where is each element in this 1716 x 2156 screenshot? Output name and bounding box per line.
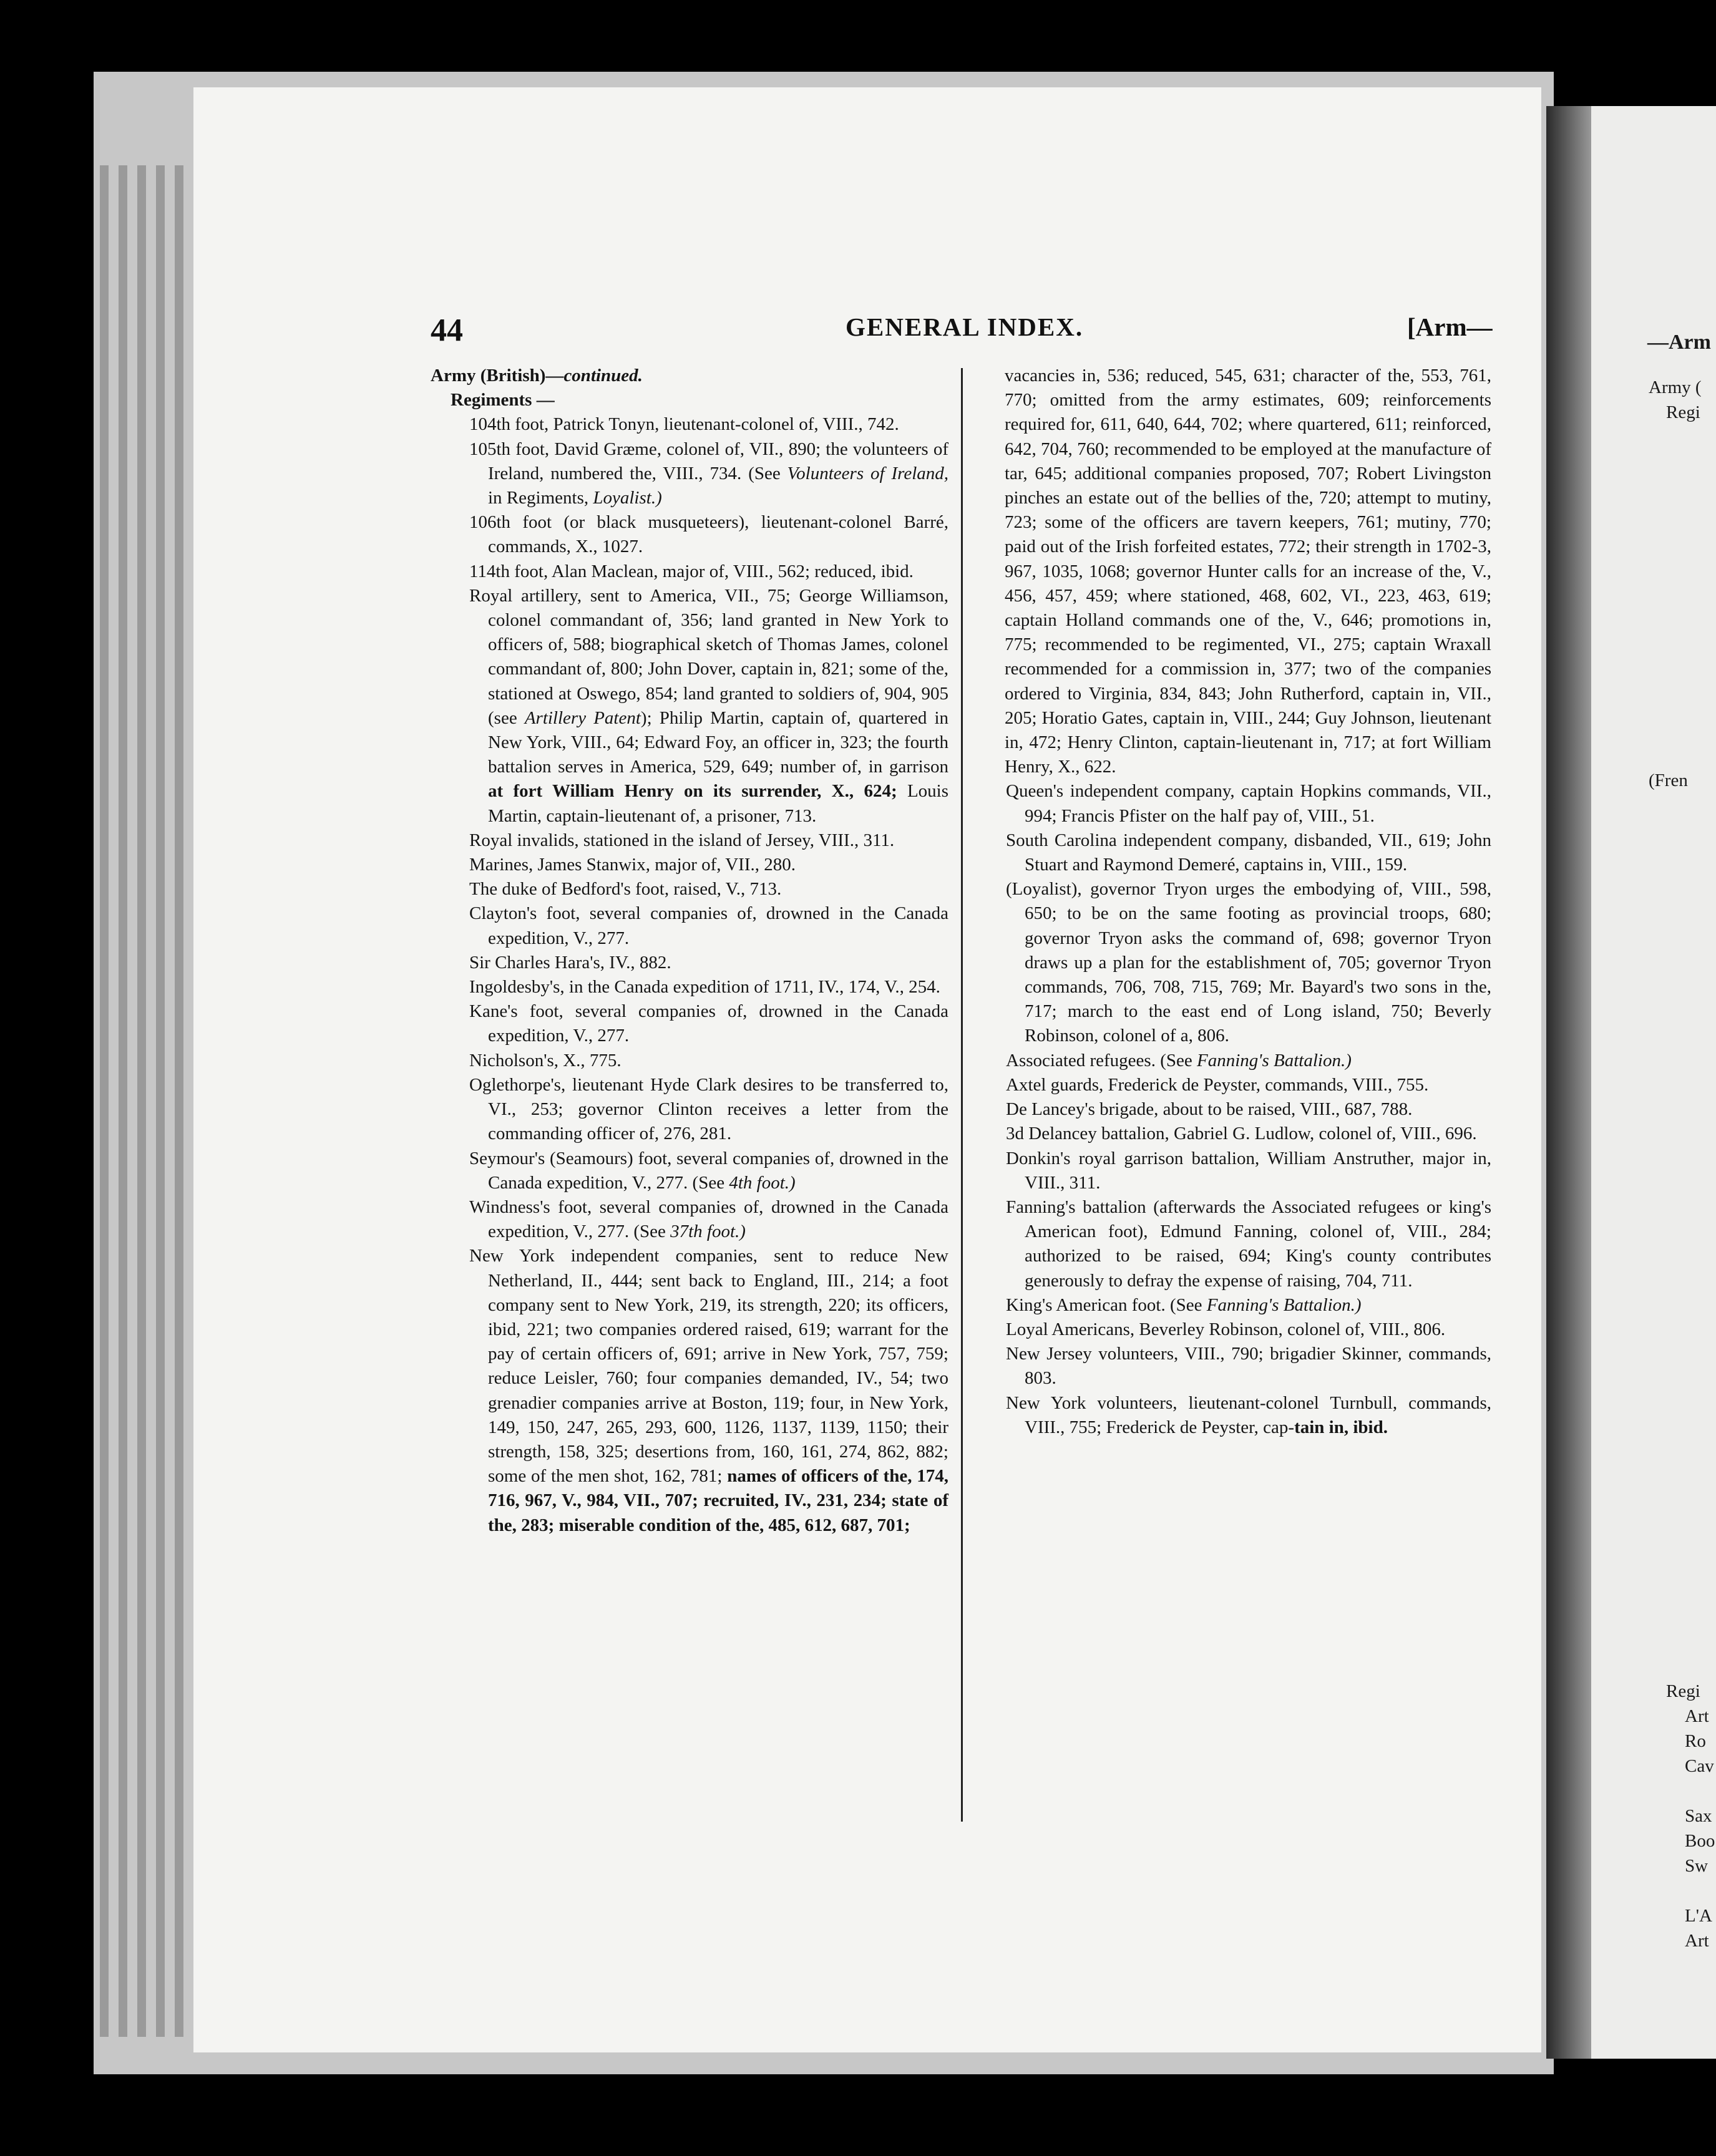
entry-italic: 4th foot.) — [729, 1172, 796, 1193]
entry-text: Ingoldesby's, in the Canada expedition of 1711, IV., 174, V., 254. — [469, 977, 940, 998]
entry-text: The duke of Bedford's foot, raised, V., 713. — [469, 879, 782, 900]
facing-line: Art — [1685, 1706, 1709, 1726]
index-entry — [431, 1147, 948, 1195]
facing-line: L'A — [1685, 1906, 1712, 1926]
heading-text: Army (British)— — [431, 366, 564, 386]
entry-text: King's American foot. (See — [1006, 1294, 1202, 1315]
index-entry: De Lancey's brigade, about to be raised, VIII., 687, 788. — [1006, 1099, 1413, 1120]
index-entry — [431, 1049, 948, 1073]
entry-text: Clayton's foot, several companies of, drowned in the Canada expedition, V., 277. — [469, 903, 948, 948]
right-column — [1005, 364, 1491, 1440]
continued-label: continued. — [563, 366, 643, 386]
index-entry — [431, 510, 948, 559]
facing-line: Regi — [1666, 402, 1700, 422]
index-entry — [1005, 1391, 1491, 1440]
index-entry — [431, 437, 948, 511]
index-entry — [431, 1073, 948, 1147]
entry-text: (See — [748, 463, 781, 483]
entry-text: Windness's foot, several companies of, drowned in the Canada expedition, V., 277. (See — [469, 1197, 948, 1242]
entry-text: Sir Charles Hara's, IV., 882. — [469, 952, 671, 973]
page-edge — [156, 165, 165, 2037]
index-entry: Queen's independent company, captain Hopkins commands, VII., 994; Francis Pfister on the half pay of, VIII., 51. — [1006, 781, 1491, 826]
index-entry-continued: vacancies in, 536; reduced, 545, 631; character of the, 553, 761, 770; omitted from the army estimates, 609; reinforcements required for, 611, 640, 644, 702; where quartered, 611; reinforced, 642, 704, 760; recommended to be employed at the manufacture of tar, 645; additional companies proposed, 707; Robert Livingston pinches an estate out of the bellies of the, 720; attempt to mutiny, 723; some of the officers are tavern keepers, 761; mutiny, 770; paid out of the Irish forfeited estates, 772; their strength in 1702-3, 967, 1035, 1068; governor Hunter calls for an increase of the, V., 456, 457, 459; where stationed, 468, 602, VI., 223, 463, 619; captain Holland commands one of the, V., 646; promotions in, 775; recommended to be regimented, VI., 275; captain Wraxall recommended for a commission in, 377; two of the companies ordered to Virginia, 834, 843; John Rutherford, captain in, VII., 205; Horatio Gates, captain in, VIII., 244; Guy Johnson, lieutenant in, 472; Henry Clinton, captain-lieutenant in, 717; at fort William Henry, X., 622. — [1005, 366, 1491, 777]
page-edge — [137, 165, 146, 2037]
entry-text: Oglethorpe's, lieutenant Hyde Clark desires to be transferred to, VI., 253; governor Clinton receives a letter from the commanding officer of, 276, 281. — [469, 1074, 948, 1144]
index-entry — [431, 877, 948, 901]
entry-text: in Regiments, — [488, 488, 589, 508]
running-key: [Arm— — [1407, 313, 1493, 341]
entry-text: Louis Martin, captain-lieutenant of, a prisoner, 713. — [488, 781, 949, 826]
entry-text: Kane's foot, several companies of, drowned in the Canada expedition, V., 277. — [469, 1001, 948, 1046]
entry-text: New York independent companies, sent to reduce New Netherland, II., 444; sent back to England, III., 214; a foot company sent to New York, 219, its strength, 220; its officers, ibid, 221; two companies ordered raised, 619; warrant for the pay of certain officers of, 691; arrive in New York, 757, 759; reduce Leisler, 760; four companies demanded, IV., 54; two grenadier companies arrive at Boston, 119; four, in New York, 149, 150, 247, 265, 293, 600, 1126, 1137, 1139, 1150; their strength, 158, 325; desertions from, 160, 161, 274, 862, 882; some of the men shot, 162, 781; — [469, 1246, 948, 1487]
page-edge — [119, 165, 127, 2037]
entry-italic: Fanning's Battalion.) — [1197, 1050, 1352, 1071]
index-entry — [431, 951, 948, 975]
index-entry: Fanning's battalion (afterwards the Associated refugees or king's American foot), Edmund Fanning, colonel of, VIII., 284; authorized to be raised, 694; King's county contributes generously to defray the expense of raising, 704, 711. — [1006, 1197, 1491, 1291]
entry-text: Associated refugees. (See — [1006, 1050, 1192, 1071]
index-entry — [1005, 1049, 1491, 1073]
index-entry — [431, 975, 948, 999]
entry-text: Seymour's (Seamours) foot, several companies of, drowned in the Canada expedition, V., 277. (See — [469, 1148, 948, 1193]
index-entry: Donkin's royal garrison battalion, William Anstruther, major in, VIII., 311. — [1006, 1148, 1491, 1193]
index-entry — [431, 412, 948, 437]
entry-italic: Volunteers of Ireland, — [787, 463, 949, 483]
facing-line: Boo — [1685, 1831, 1715, 1851]
index-entry: Axtel guards, Frederick de Peyster, commands, VIII., 755. — [1006, 1074, 1429, 1095]
index-entry: New Jersey volunteers, VIII., 790; brigadier Skinner, commands, 803. — [1006, 1344, 1491, 1389]
entry-italic: 37th foot.) — [670, 1221, 746, 1242]
index-heading — [431, 364, 948, 388]
facing-line: Cav — [1685, 1756, 1714, 1776]
index-entry — [431, 828, 948, 853]
facing-line: Art — [1685, 1931, 1709, 1951]
entry-text: 105th foot, David Græme, colonel of, VII., 890; the volunteers of Ireland, numbered the, VIII., 734. — [469, 439, 948, 483]
index-entry: 3d Delancey battalion, Gabriel G. Ludlow, colonel of, VIII., 696. — [1006, 1124, 1477, 1144]
index-entry — [1005, 1293, 1491, 1318]
index-entry — [431, 853, 948, 877]
page-number: 44 — [431, 313, 463, 348]
index-entry: South Carolina independent company, disbanded, VII., 619; John Stuart and Raymond Demeré, captains in, VIII., 159. — [1006, 830, 1491, 875]
index-entry — [431, 1195, 948, 1244]
facing-line: Sax — [1685, 1806, 1712, 1826]
facing-header: —Arm — [1647, 331, 1711, 354]
facing-line: Army ( — [1649, 377, 1702, 397]
index-entry — [431, 560, 948, 584]
entry-text: Marines, James Stanwix, major of, VII., 280. — [469, 855, 796, 875]
column-rule — [961, 368, 963, 1822]
entry-text: Royal artillery, sent to America, VII., 75; George Williamson, colonel commandant of, 356; land granted in New York to officers of, 588; biographical sketch of Thomas James, colonel commandant of, 800; John Dover, captain in, 821; some of the, stationed at Oswego, 854; land granted to soldiers of, 904, 905 (see — [469, 585, 948, 728]
entry-text: 104th foot, Patrick Tonyn, lieutenant-colonel of, VIII., 742. — [469, 414, 899, 435]
index-entry — [431, 901, 948, 950]
entry-bold: names of officers of the, 174, 716, 967, V., 984, VII., 707; recruited, IV., 231, 234; state of the, 283; miserable condition of the, 485, 612, 687, 701; — [488, 1466, 948, 1535]
entry-italic: Fanning's Battalion.) — [1206, 1294, 1362, 1315]
index-entry — [431, 1244, 948, 1537]
entry-bold: at fort William Henry on its surrender, X., 624; — [488, 781, 897, 802]
entry-text: 106th foot (or black musqueteers), lieutenant-colonel Barré, commands, X., 1027. — [469, 512, 948, 557]
page-edge — [100, 165, 109, 2037]
facing-line: (Fren — [1649, 770, 1688, 790]
entry-italic: Loyalist.) — [593, 488, 662, 508]
index-entry — [431, 999, 948, 1048]
entry-italic: Artillery Patent — [524, 707, 641, 728]
facing-page — [1591, 106, 1716, 2059]
facing-line: Ro — [1685, 1731, 1706, 1751]
entry-text: 114th foot, Alan Maclean, major of, VIII., 562; reduced, ibid. — [469, 561, 914, 581]
facing-line: Sw — [1685, 1856, 1709, 1876]
left-column — [431, 364, 948, 1538]
entry-bold: tain in, ibid. — [1294, 1417, 1388, 1437]
entry-text: New York volunteers, lieutenant-colonel Turnbull, commands, VIII., 755; Frederick de Peyster, cap- — [1006, 1392, 1491, 1437]
index-entry: (Loyalist), governor Tryon urges the embodying of, VIII., 598, 650; to be on the same footing as provincial troops, 680; governor Tryon asks the command of, 698; governor Tryon draws up a plan for the establishment of, 705; governor Tryon commands, 706, 708, 715, 769; Mr. Bayard's two sons in the, 717; march to the east end of Long island, 750; Beverly Robinson, colonel of a, 806. — [1006, 879, 1491, 1046]
index-entry — [431, 584, 948, 828]
entry-text: Royal invalids, stationed in the island of Jersey, VIII., 311. — [469, 830, 895, 850]
entry-text: Nicholson's, X., 775. — [469, 1050, 622, 1071]
facing-line: Regi — [1666, 1681, 1700, 1701]
entry-text: ); Philip Martin, captain of, quartered in New York, VIII., 64; Edward Foy, an officer in, 323; the fourth battalion serves in America, 529, 649; number of, in garrison — [488, 707, 949, 777]
index-subheading: Regiments — — [451, 390, 555, 410]
page-title: GENERAL INDEX. — [846, 313, 1084, 341]
page-edge — [175, 165, 183, 2037]
index-entry: Loyal Americans, Beverley Robinson, colonel of, VIII., 806. — [1006, 1319, 1446, 1339]
